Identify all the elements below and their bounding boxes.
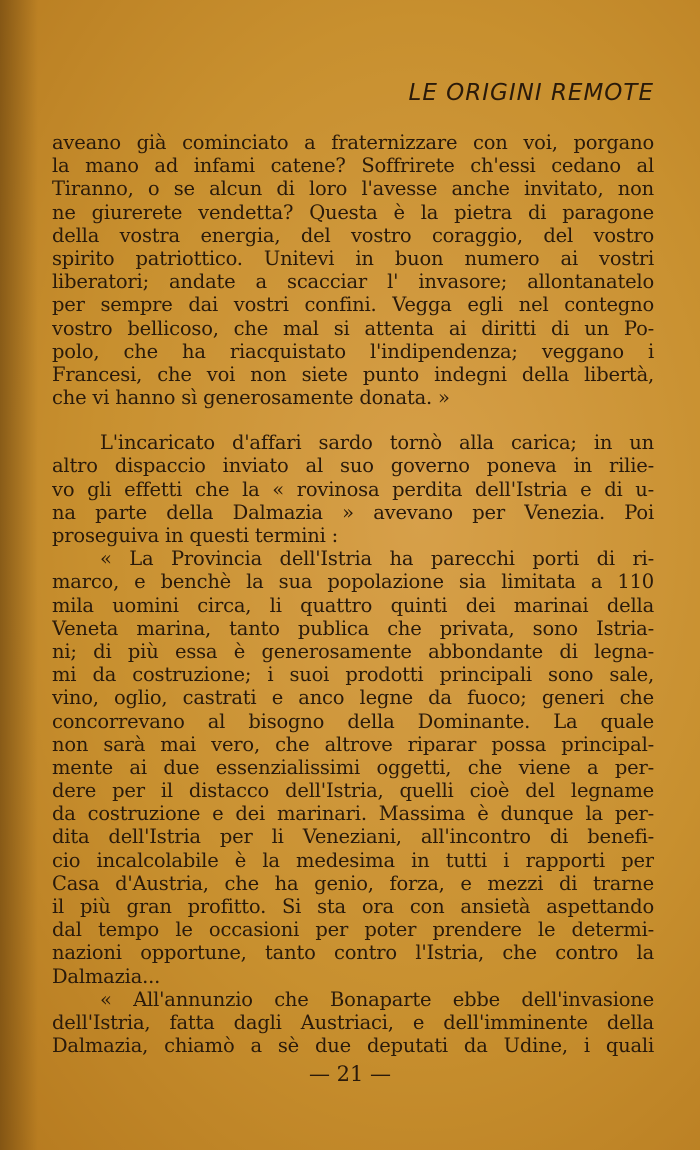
- text-line: ni; di più essa è generosamente abbondante di legna-: [52, 639, 654, 663]
- text-line: vino, oglio, castrati e anco legne da fuoco; generi che: [52, 686, 654, 710]
- paragraph-gap: [52, 409, 654, 431]
- page-number: — 21 —: [308, 1062, 392, 1086]
- text-line: cio incalcolabile è la medesima in tutti i rapporti per: [52, 848, 654, 872]
- page-spine-shadow: [0, 0, 38, 1150]
- text-line: Francesi, che voi non siete punto indegni della libertà,: [52, 362, 654, 386]
- running-head: LE ORIGINI REMOTE: [408, 80, 654, 106]
- text-line: da costruzione e dei marinari. Massima è dunque la per-: [52, 802, 654, 826]
- text-line: Veneta marina, tanto publica che privata, sono Istria-: [52, 616, 654, 640]
- paragraph: [52, 131, 654, 409]
- paragraph: [52, 547, 654, 988]
- text-line: dell'Istria, fatta dagli Austriaci, e dell'imminente della: [52, 1010, 654, 1034]
- text-line: polo, che ha riacquistato l'indipendenza; veggano i: [52, 339, 654, 363]
- text-line: dita dell'Istria per li Veneziani, all'incontro di benefi-: [52, 825, 654, 849]
- text-line: spirito patriottico. Unitevi in buon numero ai vostri: [52, 246, 654, 270]
- text-line: concorrevano al bisogno della Dominante. La quale: [52, 709, 654, 733]
- paragraph: [52, 988, 654, 1058]
- text-line: della vostra energia, del vostro coraggio, del vostro: [52, 223, 654, 247]
- text-line: « All'annunzio che Bonaparte ebbe dell'invasione: [100, 987, 654, 1011]
- text-line: il più gran profitto. Si sta ora con ansietà aspettando: [52, 895, 654, 918]
- text-line: che vi hanno sì generosamente donata. »: [52, 386, 450, 410]
- body-text: [52, 131, 654, 1057]
- text-line: dere per il distacco dell'Istria, quelli cioè del legname: [52, 779, 654, 803]
- text-line: mi da costruzione; i suoi prodotti principali sono sale,: [52, 663, 654, 687]
- text-line: la mano ad infami catene? Soffrirete ch'essi cedano al: [52, 154, 654, 178]
- text-line: na parte della Dalmazia » avevano per Venezia. Poi: [52, 500, 654, 524]
- text-line: mila uomini circa, li quattro quinti dei marinai della: [52, 593, 654, 617]
- text-line: mente ai due essenzialissimi oggetti, che viene a per-: [52, 755, 654, 779]
- text-line: L'incaricato d'affari sardo tornò alla carica; in un: [100, 431, 654, 455]
- text-line: altro dispaccio inviato al suo governo poneva in rilie-: [52, 454, 654, 478]
- paragraph: [52, 431, 654, 547]
- text-line: Dalmazia...: [52, 964, 161, 988]
- text-line: ne giurerete vendetta? Questa è la pietra di paragone: [52, 200, 654, 224]
- text-line: nazioni opportune, tanto contro l'Istria, che contro la: [52, 941, 654, 965]
- text-line: proseguiva in questi termini :: [52, 524, 339, 547]
- text-line: per sempre dai vostri confini. Vegga egli nel contegno: [52, 293, 654, 317]
- text-line: Dalmazia, chiamò a sè due deputati da Udine, i quali: [52, 1034, 654, 1058]
- text-line: Tiranno, o se alcun di loro l'avesse anche invitato, non: [52, 177, 654, 201]
- text-line: Casa d'Austria, che ha genio, forza, e mezzi di trarne: [52, 871, 654, 895]
- text-line: vo gli effetti che la « rovinosa perdita dell'Istria e di u-: [52, 477, 654, 501]
- text-line: marco, e benchè la sua popolazione sia limitata a 110: [52, 570, 654, 594]
- text-line: non sarà mai vero, che altrove riparar possa principal-: [52, 732, 654, 756]
- text-line: dal tempo le occasioni per poter prendere le determi-: [52, 918, 654, 942]
- text-line: aveano già cominciato a fraternizzare con voi, porgano: [52, 131, 654, 154]
- text-line: vostro bellicoso, che mal si attenta ai diritti di un Po-: [52, 316, 654, 340]
- text-line: « La Provincia dell'Istria ha parecchi porti di ri-: [100, 547, 654, 571]
- text-line: liberatori; andate a scacciar l' invasore; allontanatelo: [52, 270, 654, 294]
